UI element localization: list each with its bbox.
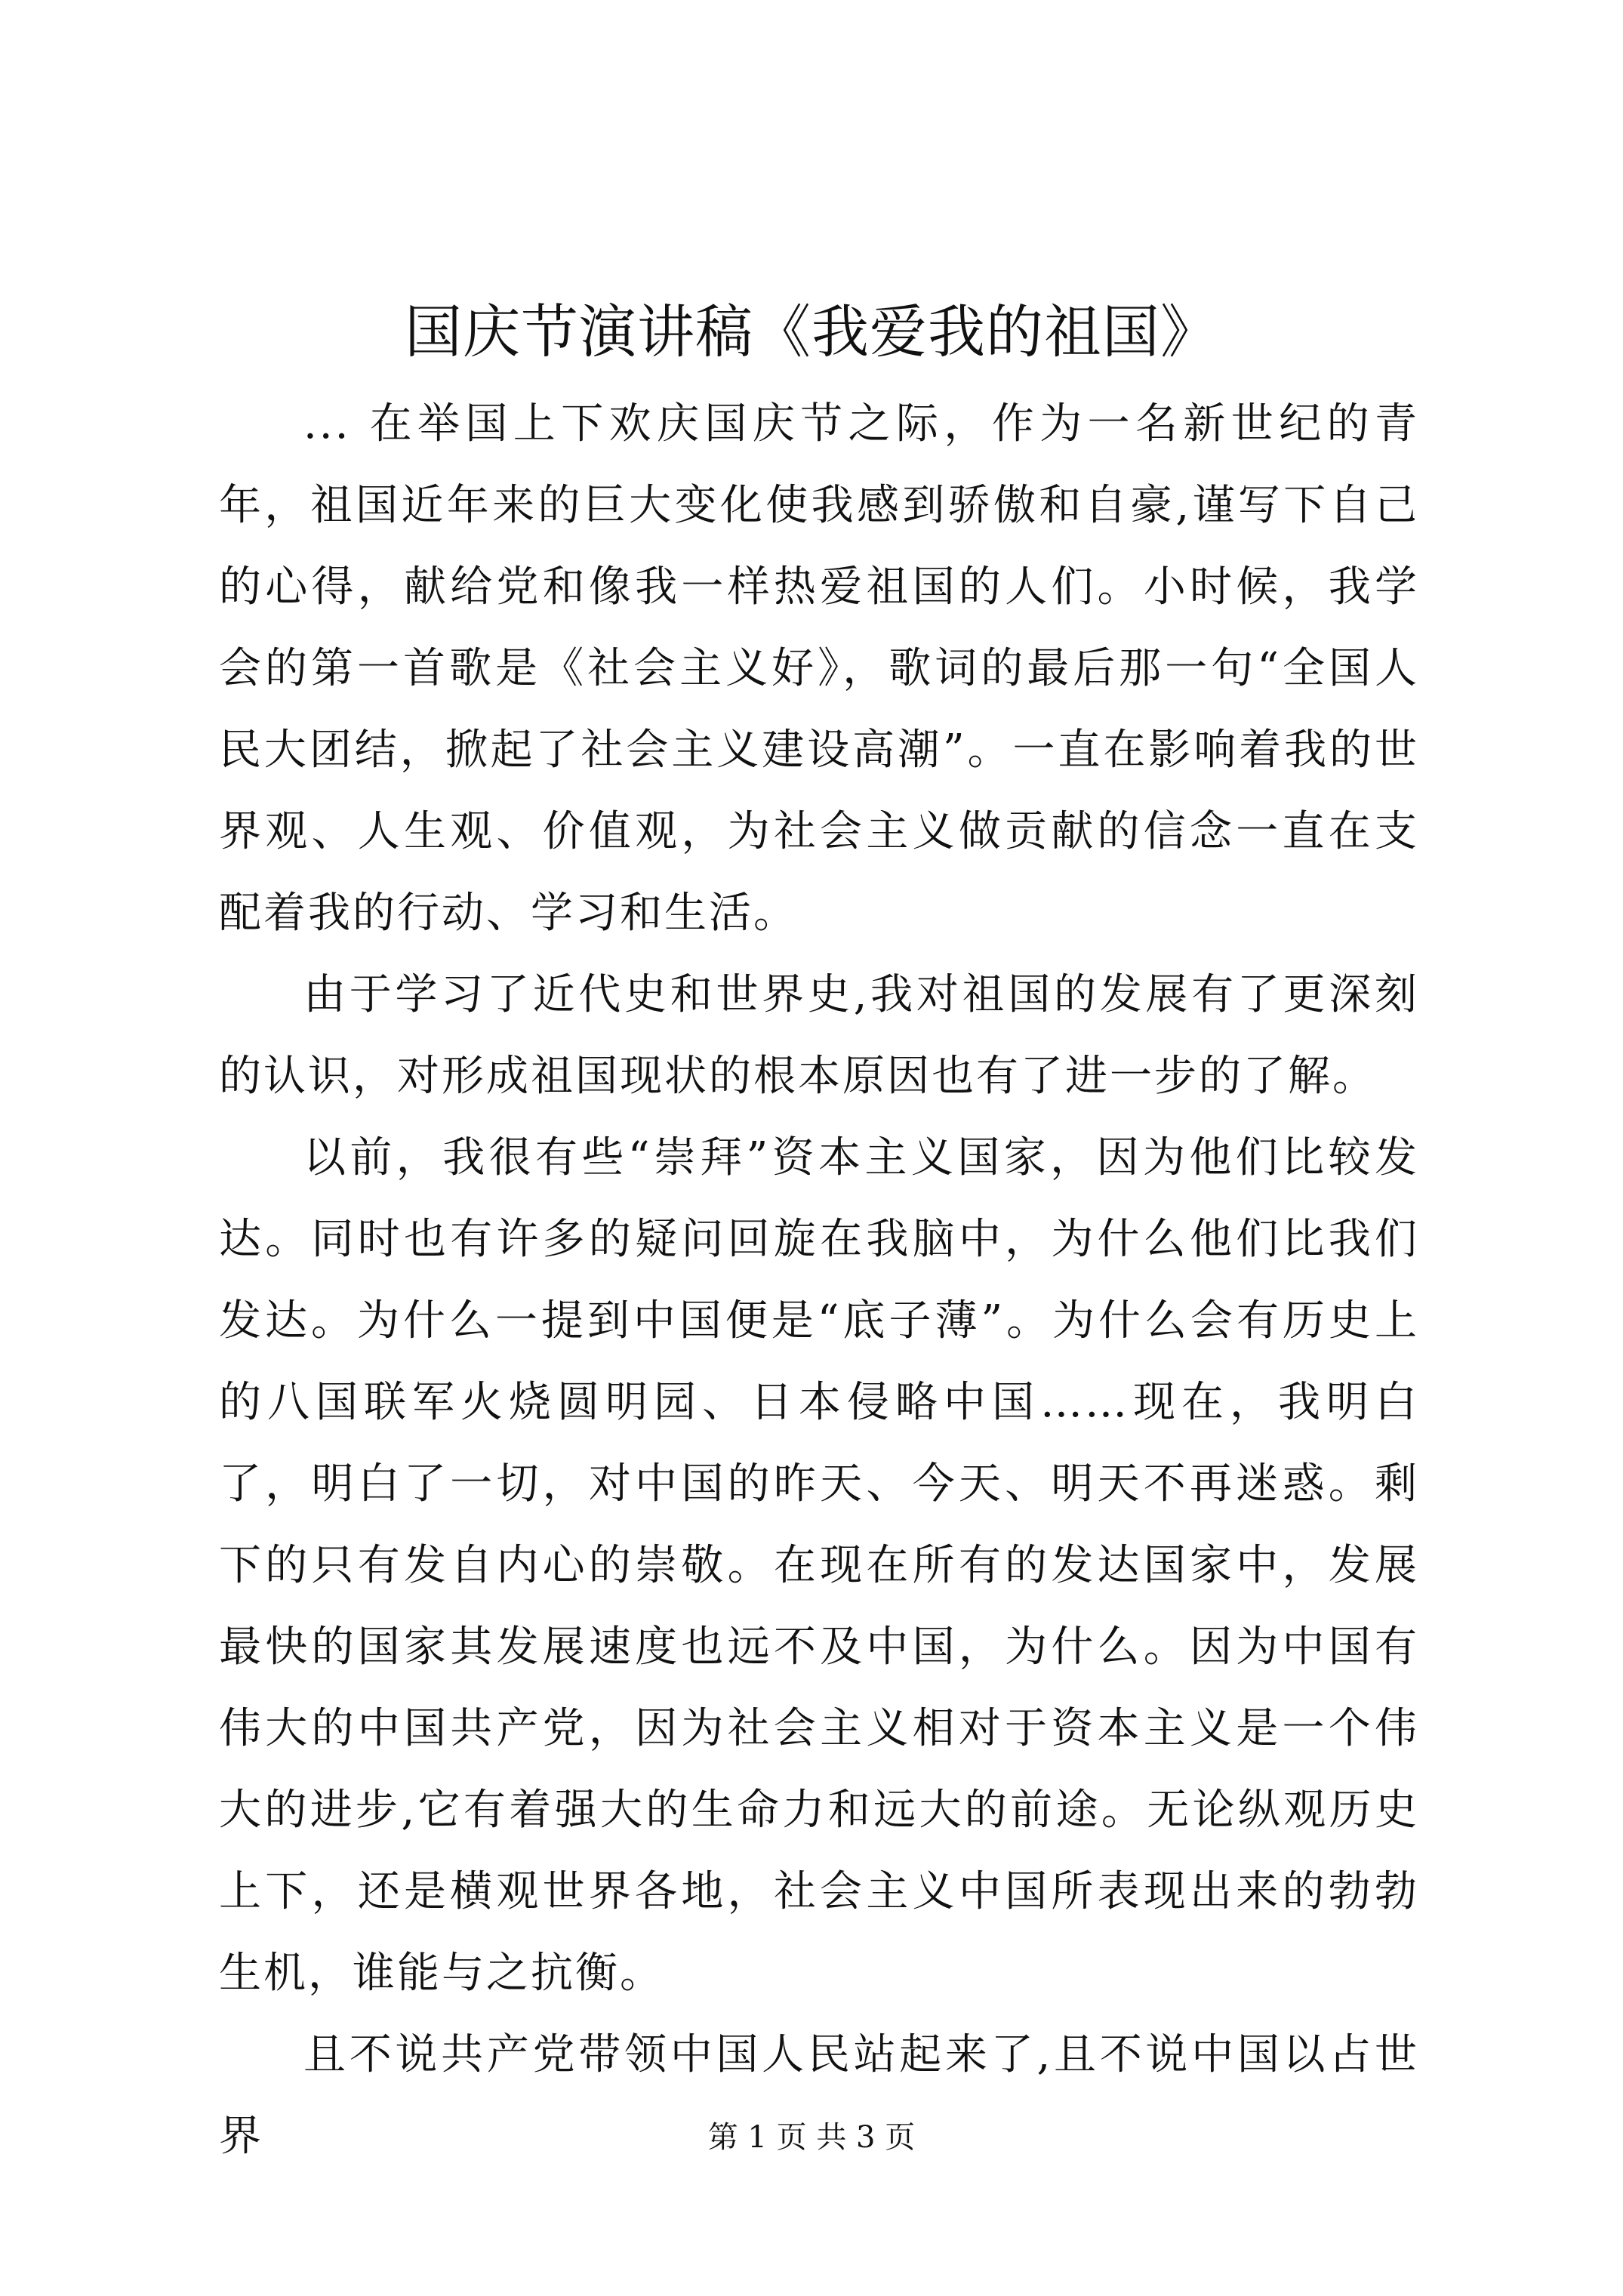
paragraph-1: ... 在举国上下欢庆国庆节之际，作为一名新世纪的青年，祖国近年来的巨大变化使我感到骄傲和自豪,谨写下自己的心得，献给党和像我一样热爱祖国的人们。小时候，我学会的第一首歌是《社会主义好》，歌词的最后那一句“全国人民大团结，掀起了社会主义建设高潮”。一直在影响着我的世界观、人生观、价值观，为社会主义做贡献的信念一直在支配着我的行动、学习和生活。 [219, 399, 1419, 938]
paragraph-4: 且不说共产党带领中国人民站起来了,且不说中国以占世界 [219, 2030, 1419, 2161]
page-number-footer: 第 1 页 共 3 页 [707, 2120, 916, 2155]
document-body [219, 384, 1419, 2177]
paragraph-2: 由于学习了近代史和世界史,我对祖国的发展有了更深刻的认识，对形成祖国现状的根本原因也有了进一步的了解。 [219, 970, 1419, 1101]
paragraph-3: 以前，我很有些“崇拜”资本主义国家，因为他们比较发达。同时也有许多的疑问回旋在我脑中，为什么他们比我们发达。为什么一提到中国便是“底子薄”。为什么会有历史上的八国联军火烧圆明园、日本侵略中国……现在，我明白了，明白了一切，对中国的昨天、今天、明天不再迷惑。剩下的只有发自内心的崇敬。在现在所有的发达国家中，发展最快的国家其发展速度也远不及中国，为什么。因为中国有伟大的中国共产党，因为社会主义相对于资本主义是一个伟大的进步,它有着强大的生命力和远大的前途。无论纵观历史上下，还是横观世界各地，社会主义中国所表现出来的勃勃生机，谁能与之抗衡。 [219, 1133, 1419, 1998]
page-title: 国庆节演讲稿《我爱我的祖国》 [405, 298, 1218, 365]
